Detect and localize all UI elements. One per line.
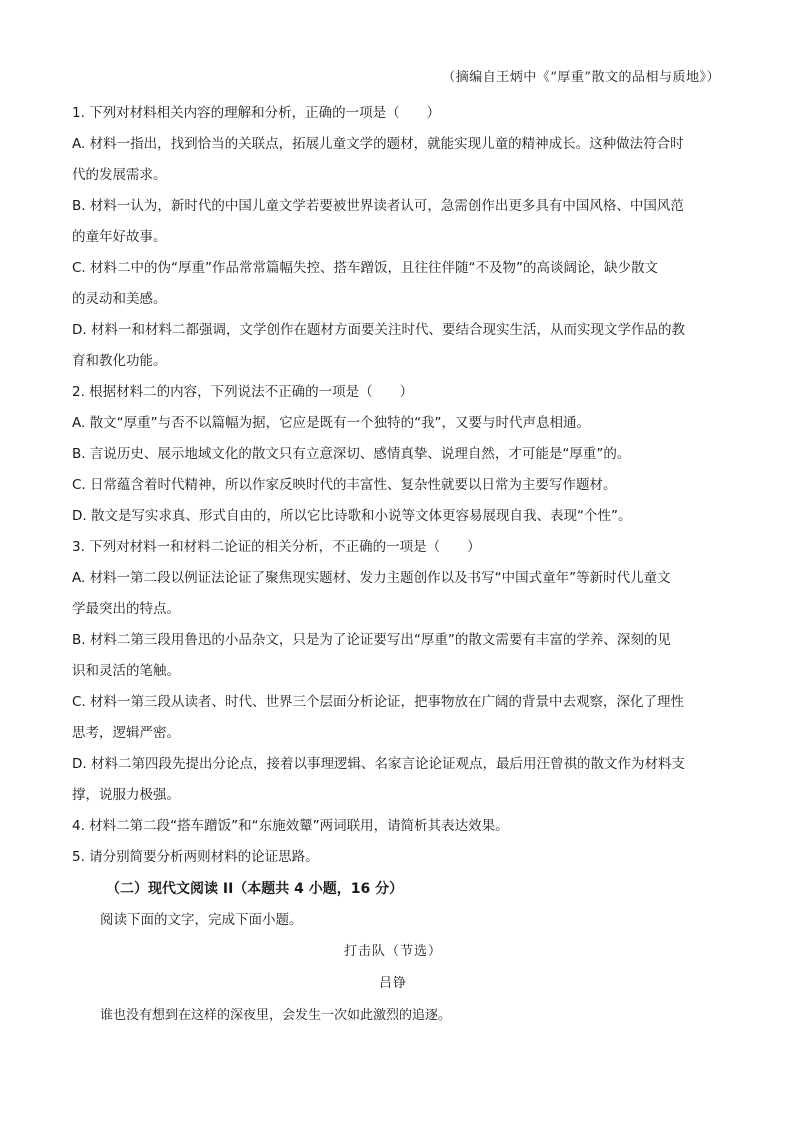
- question-3-option-c: C. 材料一第三段从读者、时代、世界三个层面分析论证，把事物放在广阔的背景中去观察，深化了理性: [72, 694, 685, 710]
- question-1-option-d-cont: 育和教化功能。: [72, 353, 167, 369]
- question-3-option-d-cont: 撑，说服力极强。: [72, 787, 180, 803]
- question-1-option-a-cont: 代的发展需求。: [72, 167, 167, 183]
- question-1-stem: 1. 下列对材料相关内容的理解和分析，正确的一项是（ ）: [72, 105, 441, 121]
- source-note: （摘编自王炳中《“厚重”散文的品相与质地》）: [442, 70, 720, 85]
- question-4-stem: 4. 材料二第二段“搭车蹭饭”和“东施效颦”两词联用，请简析其表达效果。: [72, 818, 509, 834]
- question-1-option-b: B. 材料一认为，新时代的中国儿童文学若要被世界读者认可，急需创作出更多具有中国风格、中国风范: [72, 198, 684, 214]
- question-2-option-c: C. 日常蕴含着时代精神，所以作家反映时代的丰富性、复杂性就要以日常为主要写作题材。: [72, 477, 617, 493]
- question-3-option-c-cont: 思考，逻辑严密。: [72, 725, 180, 741]
- question-5-stem: 5. 请分别简要分析两则材料的论证思路。: [72, 849, 319, 865]
- question-3-option-a-cont: 学最突出的特点。: [72, 601, 180, 617]
- question-1-option-b-cont: 的童年好故事。: [72, 229, 167, 245]
- section-title: （二）现代文阅读 II（本题共 4 小题，16 分）: [106, 881, 404, 897]
- question-1-option-d: D. 材料一和材料二都强调，文学创作在题材方面要关注时代、要结合现实生活，从而实现文学作品的教: [72, 322, 685, 338]
- story-author: 吕铮: [378, 976, 407, 991]
- question-1-option-a: A. 材料一指出，找到恰当的关联点，拓展儿童文学的题材，就能实现儿童的精神成长。这种做法符合时: [72, 136, 684, 152]
- question-2-option-a: A. 散文“厚重”与否不以篇幅为据，它应是既有一个独特的“我”，又要与时代声息相通。: [72, 415, 591, 431]
- question-3-option-b-cont: 识和灵活的笔触。: [72, 663, 180, 679]
- question-3-option-d: D. 材料二第四段先提出分论点，接着以事理逻辑、名家言论论证观点，最后用汪曾祺的散文作为材料支: [72, 756, 685, 772]
- story-title: 打击队（节选）: [343, 944, 442, 959]
- question-1-option-c-cont: 的灵动和美感。: [72, 291, 167, 307]
- question-3-stem: 3. 下列对材料一和材料二论证的相关分析，不正确的一项是（ ）: [72, 539, 481, 555]
- question-3-option-a: A. 材料一第二段以例证法论证了聚焦现实题材、发力主题创作以及书写“中国式童年”等新时代儿童文: [72, 570, 671, 586]
- question-2-option-d: D. 散文是写实求真、形式自由的，所以它比诗歌和小说等文体更容易展现自我、表现“个性”。: [72, 508, 632, 524]
- question-2-stem: 2. 根据材料二的内容，下列说法不正确的一项是（ ）: [72, 384, 414, 400]
- question-2-option-b: B. 言说历史、展示地域文化的散文只有立意深切、感情真挚、说理自然，才可能是“厚重”的。: [72, 446, 631, 462]
- story-first-line: 谁也没有想到在这样的深夜里，会发生一次如此激烈的追逐。: [100, 1008, 452, 1023]
- question-1-option-c: C. 材料二中的伪“厚重”作品常常篇幅失控、搭车蹭饭，且往往伴随“不及物”的高谈阔论，缺少散文: [72, 260, 658, 276]
- reading-instruction: 阅读下面的文字，完成下面小题。: [100, 912, 303, 928]
- question-content: [72, 98, 714, 1032]
- question-3-option-b: B. 材料二第三段用鲁迅的小品杂文，只是为了论证要写出“厚重”的散文需要有丰富的学养、深刻的见: [72, 632, 671, 648]
